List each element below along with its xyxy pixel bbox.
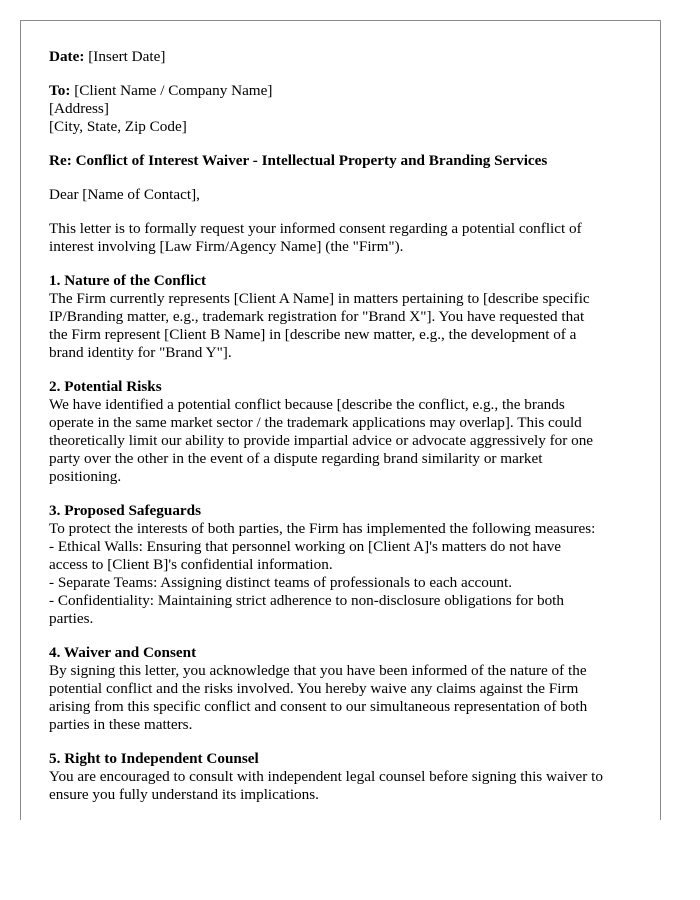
salutation-block <box>49 186 649 204</box>
letter-body <box>49 48 649 820</box>
section-line: IP/Branding matter, e.g., trademark registration for "Brand X"]. You have requested that <box>49 308 585 325</box>
section-nature-of-conflict <box>49 272 649 362</box>
section-line: access to [Client B]'s confidential information. <box>49 556 333 573</box>
section-line: - Ethical Walls: Ensuring that personnel working on [Client A]'s matters do not have <box>49 538 562 555</box>
date-label: Date: <box>49 48 85 65</box>
section-line: - Confidentiality: Maintaining strict adherence to non-disclosure obligations for both <box>49 592 564 609</box>
section-line: positioning. <box>49 468 122 485</box>
recipient-name-line <box>49 82 649 100</box>
section-line: the Firm represent [Client B Name] in [describe new matter, e.g., the development of a <box>49 326 577 343</box>
section-line: brand identity for "Brand Y"]. <box>49 344 232 361</box>
section-line: By signing this letter, you acknowledge that you have been informed of the nature of the <box>49 662 587 679</box>
section-line: arising from this specific conflict and consent to our simultaneous representation of both <box>49 698 588 715</box>
section-heading: 5. Right to Independent Counsel <box>49 750 259 767</box>
section-line: parties in these matters. <box>49 716 193 733</box>
recipient-name: [Client Name / Company Name] <box>74 82 273 99</box>
section-line: We have identified a potential conflict because [describe the conflict, e.g., the brands <box>49 396 565 413</box>
recipient-address: [Address] <box>49 100 109 117</box>
subject-block <box>49 152 649 170</box>
section-line: party over the other in the event of a dispute regarding brand similarity or market <box>49 450 543 467</box>
section-line: You are encouraged to consult with independent legal counsel before signing this waiver to <box>49 768 603 785</box>
section-line: theoretically limit our ability to provide impartial advice or advocate aggressively for one <box>49 432 594 449</box>
section-line: operate in the same market sector / the trademark applications may overlap]. This could <box>49 414 582 431</box>
section-line: parties. <box>49 610 94 627</box>
section-line: potential conflict and the risks involved. You hereby waive any claims against the Firm <box>49 680 579 697</box>
intro-paragraph <box>49 220 649 256</box>
recipient-label: To: <box>49 82 71 99</box>
date-value: [Insert Date] <box>88 48 166 65</box>
salutation: Dear [Name of Contact], <box>49 186 200 203</box>
subject-line: Re: Conflict of Interest Waiver - Intellectual Property and Branding Services <box>49 152 548 169</box>
recipient-city: [City, State, Zip Code] <box>49 118 187 135</box>
section-line: The Firm currently represents [Client A Name] in matters pertaining to [describe specific <box>49 290 590 307</box>
section-line: ensure you fully understand its implications. <box>49 786 319 803</box>
section-potential-risks <box>49 378 649 486</box>
recipient-block <box>49 82 649 136</box>
section-heading: 4. Waiver and Consent <box>49 644 197 661</box>
intro-line: This letter is to formally request your informed consent regarding a potential conflict of <box>49 220 582 237</box>
letter-page <box>20 20 661 820</box>
date-block <box>49 48 649 66</box>
section-heading: 1. Nature of the Conflict <box>49 272 207 289</box>
section-independent-counsel <box>49 750 649 804</box>
section-waiver-and-consent <box>49 644 649 734</box>
section-heading: 2. Potential Risks <box>49 378 162 395</box>
section-proposed-safeguards <box>49 502 649 628</box>
section-line: To protect the interests of both parties, the Firm has implemented the following measures: <box>49 520 596 537</box>
date-line <box>49 48 649 66</box>
intro-line: interest involving [Law Firm/Agency Name] (the "Firm"). <box>49 238 404 255</box>
section-line: - Separate Teams: Assigning distinct teams of professionals to each account. <box>49 574 513 591</box>
section-heading: 3. Proposed Safeguards <box>49 502 202 519</box>
